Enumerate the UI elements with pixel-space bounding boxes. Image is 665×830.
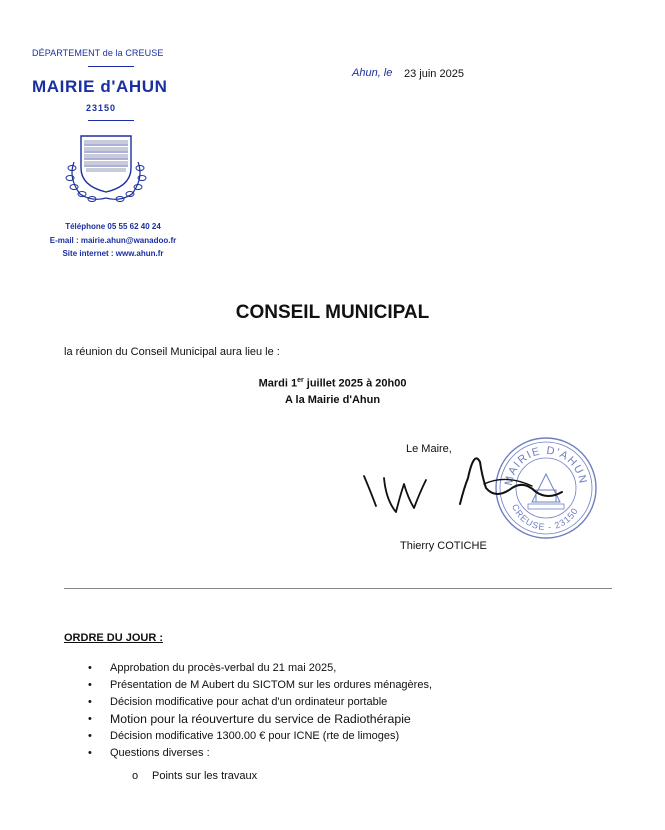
divider-short bbox=[88, 66, 134, 67]
agenda-heading: ORDRE DU JOUR : bbox=[64, 632, 164, 644]
divider-short bbox=[88, 120, 134, 121]
svg-text:CREUSE - 23150: CREUSE - 23150 bbox=[509, 502, 581, 533]
intro-text: la réunion du Conseil Municipal aura lieu le : bbox=[64, 346, 280, 358]
section-divider bbox=[64, 588, 612, 589]
list-item: • Motion pour la réouverture du service de Radiothérapie bbox=[88, 711, 432, 728]
list-item: • Présentation de M Aubert du SICTOM sur les ordures ménagères, bbox=[88, 677, 432, 694]
meeting-date: Mardi 1er juillet 2025 à 20h00 bbox=[258, 377, 407, 390]
list-item: • Décision modificative pour achat d'un ordinateur portable bbox=[88, 694, 432, 711]
postal-code: 23150 bbox=[86, 103, 117, 113]
telephone: Téléphone 05 55 62 40 24 bbox=[65, 222, 161, 231]
handwritten-signature bbox=[356, 448, 566, 528]
email: E-mail : mairie.ahun@wanadoo.fr bbox=[49, 236, 177, 245]
signature-label: Le Maire, bbox=[406, 443, 452, 455]
agenda-list bbox=[88, 660, 432, 762]
list-item: • Approbation du procès-verbal du 21 mai 2025, bbox=[88, 660, 432, 677]
mayor-name: Thierry COTICHE bbox=[400, 540, 487, 552]
date-prefix: Ahun, le bbox=[352, 67, 393, 79]
date-value: 23 juin 2025 bbox=[404, 68, 464, 80]
department-name: DÉPARTEMENT de la CREUSE bbox=[32, 48, 164, 58]
website: Site internet : www.ahun.fr bbox=[62, 249, 164, 258]
sub-bullet: o bbox=[132, 770, 139, 782]
meeting-place: A la Mairie d'Ahun bbox=[284, 394, 381, 406]
agenda-subitem: o Points sur les travaux bbox=[132, 770, 258, 782]
list-item: • Questions diverses : bbox=[88, 745, 432, 762]
list-item: • Décision modificative 1300.00 € pour ICNE (rte de limoges) bbox=[88, 728, 432, 745]
svg-text:MAIRIE D'AHUN: MAIRIE D'AHUN bbox=[502, 444, 589, 487]
document-title: CONSEIL MUNICIPAL bbox=[235, 302, 430, 323]
mairie-name: MAIRIE d'AHUN bbox=[32, 77, 168, 96]
coat-of-arms-icon bbox=[54, 128, 158, 208]
